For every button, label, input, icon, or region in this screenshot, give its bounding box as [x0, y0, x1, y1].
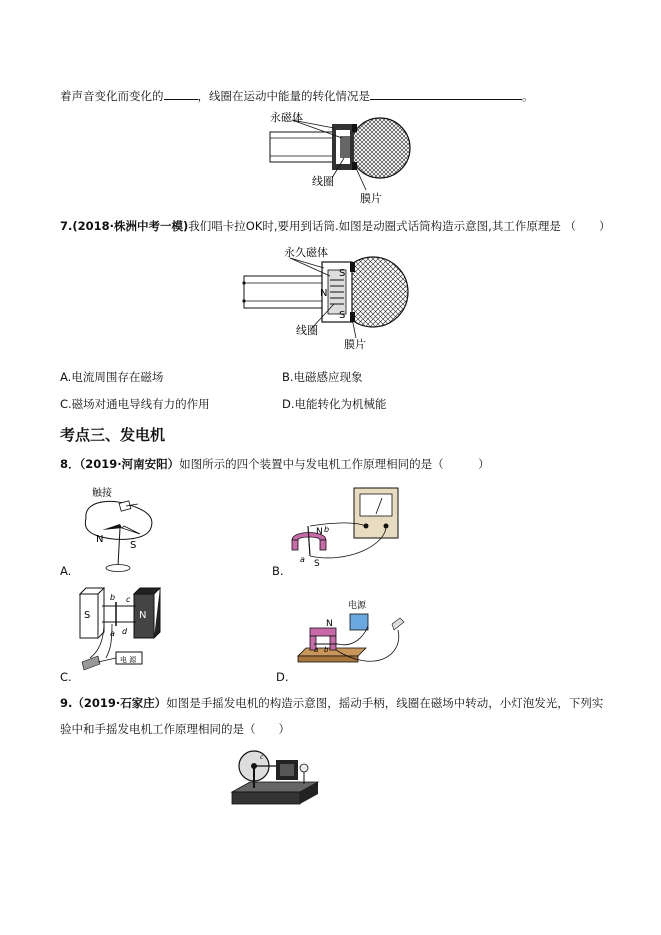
- q8c-a: a: [110, 629, 115, 638]
- q6-fig-label-magnet: 永磁体: [270, 111, 303, 124]
- q9-source: （2019·石家庄）: [72, 696, 167, 710]
- q8d-n: N: [326, 619, 333, 629]
- q7-option-a: A.电流周围存在磁场: [60, 370, 164, 384]
- q7-question: [60, 219, 610, 233]
- q8b-s: S: [314, 559, 320, 569]
- q8-figure-d: [294, 596, 414, 676]
- q7-option-d: D.电能转化为机械能: [282, 397, 387, 411]
- q8d-power: 电源: [348, 601, 367, 611]
- svg-text:c: c: [260, 754, 264, 761]
- q8a-s: S: [130, 540, 137, 551]
- q8c-c: c: [126, 595, 131, 604]
- q8b-a: a: [300, 555, 305, 564]
- q7-fig-n: N: [320, 288, 328, 299]
- q8c-d: d: [122, 627, 128, 636]
- q6-blank-2: [370, 88, 522, 100]
- q7-option-b: B.电磁感应现象: [282, 370, 363, 384]
- q7-option-c: C.磁场对通电导线有力的作用: [60, 397, 210, 411]
- q8-figure-b: [286, 486, 416, 572]
- q6-blank-1: [164, 88, 198, 100]
- q6-text-end: 。: [522, 89, 534, 103]
- q8-question: [60, 457, 490, 471]
- q8-option-d-label: D.: [276, 670, 289, 684]
- q7-microphone-figure: [238, 244, 418, 352]
- q6-microphone-figure: [262, 106, 412, 206]
- q8-option-b-label: B.: [272, 564, 284, 578]
- q8d-a: a: [314, 646, 319, 654]
- q9-stem-line2: 验中和手摇发电机工作原理相同的是（ ）: [60, 722, 290, 736]
- q6-text-b: ，线圈在运动中能量的转化情况是: [197, 89, 370, 103]
- q8c-n: N: [139, 610, 147, 621]
- q8-number: 8．: [60, 457, 80, 471]
- q8-figure-c: [76, 586, 168, 678]
- q6-fig-label-coil: 线圈: [312, 175, 334, 188]
- q8c-s: S: [84, 610, 91, 621]
- q8-stem: 如图所示的四个装置中与发电机工作原理相同的是（ ）: [179, 457, 490, 471]
- q9-generator-figure: [230, 748, 322, 810]
- q7-fig-s-top: S: [339, 268, 346, 279]
- q8c-b: b: [110, 593, 116, 602]
- q6-fig-label-diaphragm: 膜片: [360, 192, 382, 205]
- q9-question-line1: [60, 696, 603, 710]
- q7-source: (2018·株洲中考一模): [72, 219, 189, 233]
- q8d-b: b: [324, 646, 329, 654]
- q8a-n: N: [96, 534, 104, 545]
- q7-fig-label-diaphragm: 膜片: [344, 338, 366, 351]
- q7-fig-label-coil: 线圈: [296, 324, 318, 337]
- q7-fig-s-bottom: S: [339, 310, 346, 321]
- q8-option-a-label: A.: [60, 564, 72, 578]
- q8-figure-a: [78, 484, 168, 576]
- q8-source: （2019·河南安阳）: [79, 457, 180, 471]
- q8b-b: b: [324, 525, 330, 534]
- section-title: 考点三、发电机: [60, 426, 166, 444]
- q8-option-c-label: C.: [60, 670, 72, 684]
- q9-stem-line1: 如图是手摇发电机的构造示意图，摇动手柄，线圈在磁场中转动，小灯泡发光，下列实: [166, 696, 604, 710]
- q6-text-line: [60, 88, 534, 103]
- q7-fig-label-magnet: 永久磁体: [284, 246, 328, 259]
- q7-number: 7.: [60, 219, 73, 233]
- q8b-n: N: [316, 527, 323, 537]
- q6-text-a: 着声音变化而变化的: [60, 89, 164, 103]
- q7-stem: 我们唱卡拉OK时,要用到话筒.如图是动圈式话筒构造示意图,其工作原理是 （ ）: [188, 219, 611, 233]
- q8a-label: 触接: [92, 488, 112, 499]
- q8c-box: 电 源: [120, 656, 137, 664]
- q9-number: 9.: [60, 696, 73, 710]
